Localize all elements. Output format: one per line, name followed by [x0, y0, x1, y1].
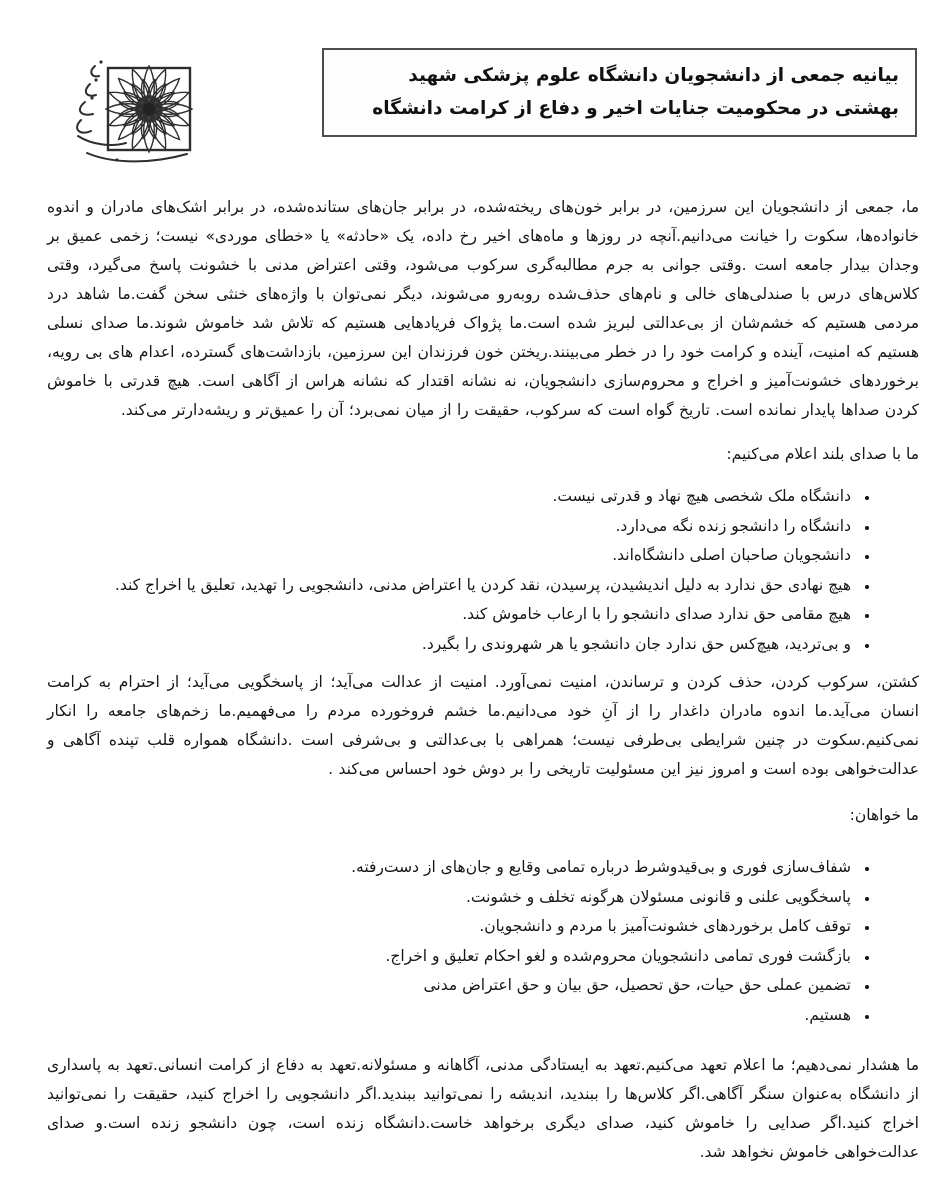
shahid-beheshti-university-logo-icon — [57, 40, 207, 180]
demand-item: • توقف کامل برخوردهای خشونت‌آمیز با مردم و دانشجویان. — [47, 912, 855, 942]
demand-item: • هستیم. — [47, 1001, 855, 1031]
declaration-item: • هیچ مقامی حق ندارد صدای دانشجو را با ارعاب خاموش کند. — [47, 600, 855, 630]
university-logo-graphic — [57, 40, 207, 180]
final-paragraph: ما هشدار نمی‌دهیم؛ ما اعلام تعهد می‌کنیم.تعهد به ایستادگی مدنی، آگاهانه و مسئولانه.تعهد به دفاع از کرامت انسانی.تعهد به پاسداری از دانشگاه به‌عنوان سنگر آگاهی.اگر کلاس‌ها را ببندید، اندیشه را نمی‌توانید ببندید.اگر دانشجویی را اخراج کنید، حقیقت را نمی‌توانید اخراج کنید.اگر صدایی را خاموش کنید، صدای دیگری برخواهد خاست.دانشگاه زنده است، چون دانشجو زنده است.و صدای عدالت‌خواهی خاموش نخواهد شد. — [47, 1056, 919, 1161]
declaration-item: • دانشگاه را دانشجو زنده نگه می‌دارد. — [47, 512, 855, 542]
demands-list — [47, 853, 919, 1030]
demands-heading: ما خواهان: — [849, 806, 919, 824]
statement-body — [47, 193, 919, 1167]
declaration-item: • دانشجویان صاحبان اصلی دانشگاه‌اند. — [47, 541, 855, 571]
statement-title: بیانیه جمعی از دانشجویان دانشگاه علوم پزشکی شهید بهشتی در محکومیت جنایات اخیر و دفاع از کرامت دانشگاه — [372, 65, 899, 119]
declaration-item: • دانشگاه ملک شخصی هیچ نهاد و قدرتی نیست. — [47, 482, 855, 512]
intro-paragraph: ما، جمعی از دانشجویان این سرزمین، در برابر خون‌های ریخته‌شده، در برابر جان‌های ستانده‌شده، در برابر اشک‌های مادران و اندوه خانواده‌ها، سکوت را خیانت می‌دانیم.آنچه در روزها و ماه‌های اخیر رخ داده، یک «حادثه» یا «خطای موردی» نیست؛ زخمی عمیق بر وجدان بیدار جامعه است .وقتی جوانی به جرم مطالبه‌گری سرکوب می‌شود، وقتی اعتراض مدنی با خشونت پاسخ می‌گیرد، وقتی کلاس‌های درس با صندلی‌های خالی و نام‌های حذف‌شده روبه‌رو می‌شوند، دیگر نمی‌توان با واژه‌های خنثی سخن گفت.ما شاهد درد مردمی هستیم که خشم‌شان از بی‌عدالتی لبریز شده است.ما پژواک فریادهایی هستیم که تلاش شد خاموش شوند.ما صدای نسلی هستیم که امنیت، آینده و کرامت خود را در خطر می‌بینند.ریختن خون فرزندان این سرزمین، بازداشت‌های گسترده، اعدام های بی رویه، برخوردهای خشونت‌آمیز و اخراج و محروم‌سازی دانشجویان، نه نشانه اقتدار که نشانه هراس از آگاهی است. هیچ قدرتی با خاموش کردن صداها پایدار نمانده است. تاریخ گواه است که سرکوب، حقیقت را از میان نمی‌برد؛ آن را عمیق‌تر و ریشه‌دارتر می‌کند. — [47, 198, 919, 419]
declarations-heading: ما با صدای بلند اعلام می‌کنیم: — [726, 445, 919, 463]
demand-item: • پاسخگویی علنی و قانونی مسئولان هرگونه تخلف و خشونت. — [47, 883, 855, 913]
declarations-list — [47, 482, 919, 659]
logo-center-dot — [143, 103, 155, 115]
middle-paragraph: کشتن، سرکوب کردن، حذف کردن و ترساندن، امنیت نمی‌آورد. امنیت از عدالت می‌آید؛ از پاسخگویی می‌آید؛ از احترام به کرامت انسان می‌آید.ما اندوه مادران داغدار را از آنِ خود می‌دانیم.ما خشم فروخورده مردم را می‌فهمیم.ما زخم‌های جامعه را انکار نمی‌کنیم.سکوت در چنین شرایطی بی‌طرفی نیست؛ همراهی با بی‌عدالتی و بی‌شرفی است .دانشگاه همواره قلب تپنده آگاهی و عدالت‌خواهی بوده است و امروز نیز این مسئولیت تاریخی را بر دوش خود احساس می‌کند . — [47, 673, 919, 778]
document-content — [47, 0, 919, 1167]
demand-item: • بازگشت فوری تمامی دانشجویان محروم‌شده و لغو احکام تعلیق و اخراج. — [47, 942, 855, 972]
demand-item: • شفاف‌سازی فوری و بی‌قیدوشرط درباره تمامی وقایع و جان‌های از دست‌رفته. — [47, 853, 855, 883]
statement-title-box — [322, 48, 917, 137]
document-header — [47, 0, 919, 186]
declaration-item: • و بی‌تردید، هیچ‌کس حق ندارد جان دانشجو یا هر شهروندی را بگیرد. — [47, 630, 855, 660]
demand-item: • تضمین عملی حق حیات، حق تحصیل، حق بیان و حق اعتراض مدنی — [47, 971, 855, 1001]
declaration-item: • هیچ نهادی حق ندارد به دلیل اندیشیدن، پرسیدن، نقد کردن یا اعتراض مدنی، دانشجویی را تهدید، تعلیق یا اخراج کند. — [47, 571, 855, 601]
